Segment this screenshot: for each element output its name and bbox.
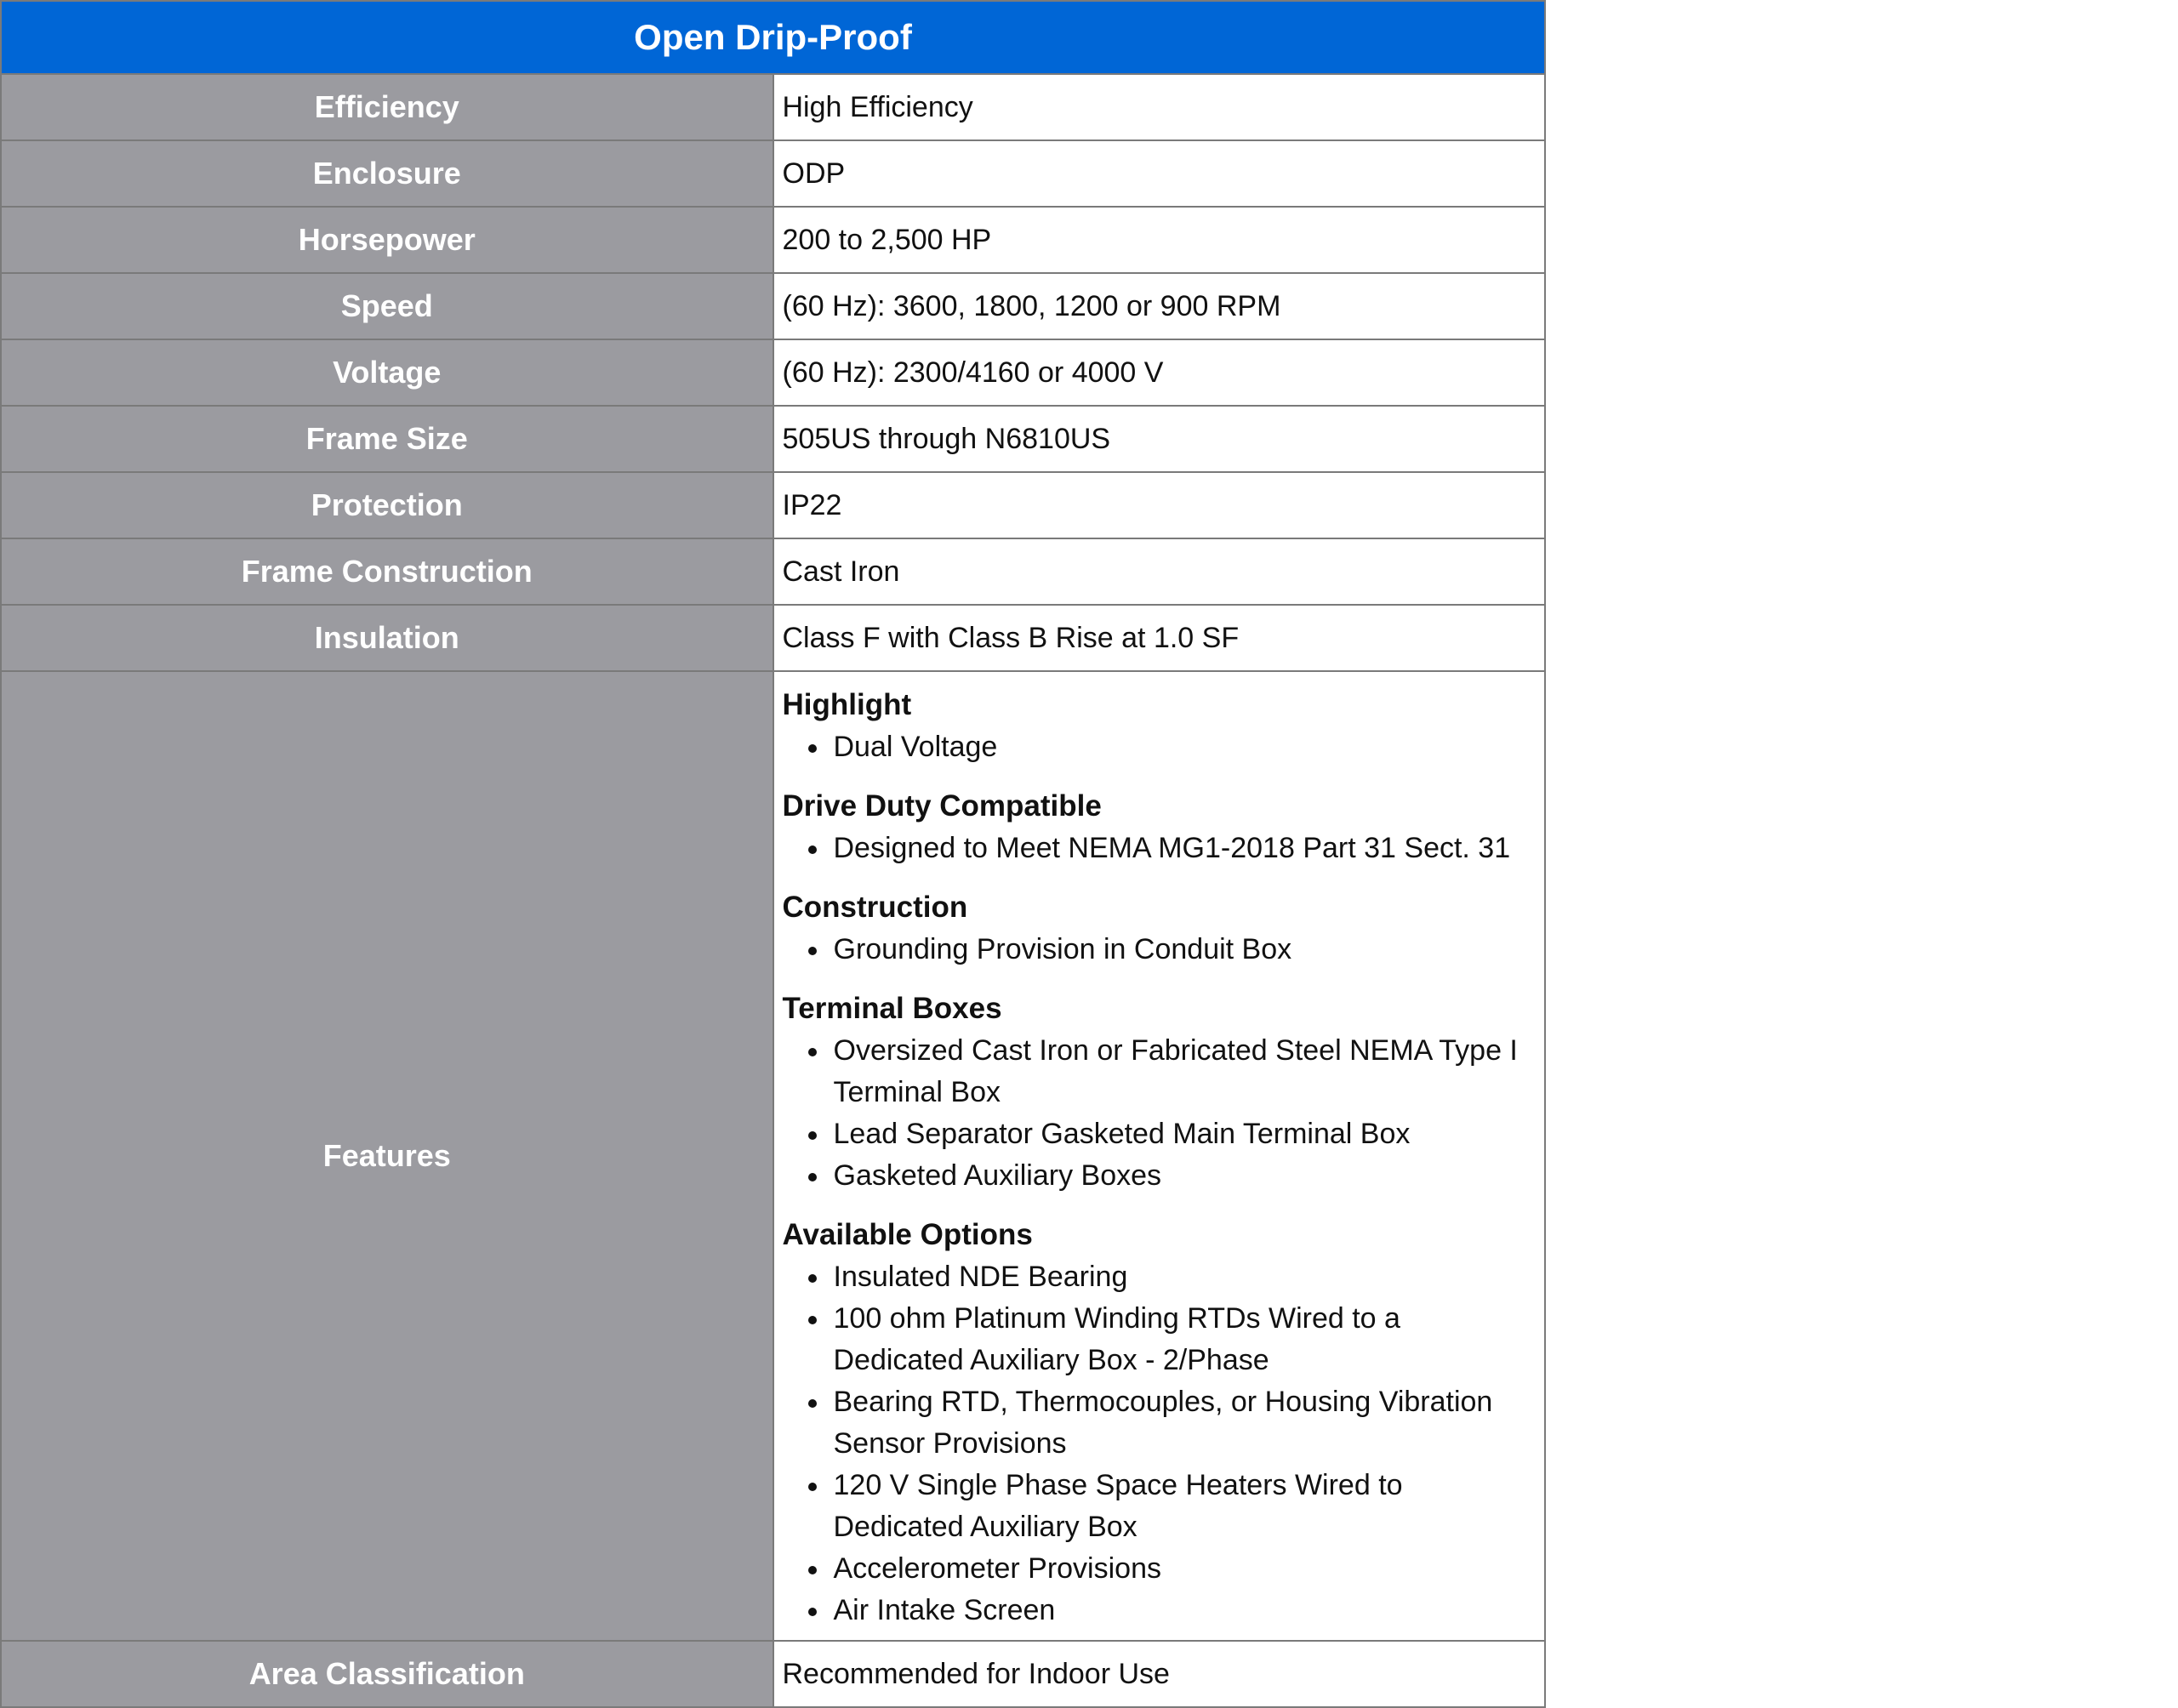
- spec-label: Area Classification: [1, 1641, 773, 1707]
- spec-label: Frame Size: [1, 406, 773, 472]
- feature-item: Grounding Provision in Conduit Box: [783, 929, 1537, 971]
- feature-item: Bearing RTD, Thermocouples, or Housing Vibration Sensor Provisions: [783, 1381, 1537, 1465]
- feature-list: [783, 1256, 1537, 1631]
- spec-value: (60 Hz): 2300/4160 or 4000 V: [773, 339, 1546, 406]
- features-content: [773, 671, 1546, 1641]
- spec-value: High Efficiency: [773, 74, 1546, 140]
- feature-item: Lead Separator Gasketed Main Terminal Box: [783, 1113, 1537, 1155]
- spec-value: (60 Hz): 3600, 1800, 1200 or 900 RPM: [773, 273, 1546, 339]
- feature-list: [783, 828, 1537, 869]
- feature-item: Insulated NDE Bearing: [783, 1256, 1537, 1298]
- spec-row-efficiency: [1, 74, 1545, 140]
- spec-label: Horsepower: [1, 207, 773, 273]
- feature-item: 100 ohm Platinum Winding RTDs Wired to a Dedicated Auxiliary Box - 2/Phase: [783, 1298, 1537, 1381]
- spec-row-area-classification: [1, 1641, 1545, 1707]
- feature-item: Designed to Meet NEMA MG1-2018 Part 31 Sect. 31: [783, 828, 1537, 869]
- feature-item: 120 V Single Phase Space Heaters Wired to Dedicated Auxiliary Box: [783, 1465, 1537, 1548]
- feature-item: Dual Voltage: [783, 726, 1537, 768]
- feature-group-drive-duty: [783, 785, 1537, 869]
- spec-label: Efficiency: [1, 74, 773, 140]
- feature-group-construction: [783, 886, 1537, 971]
- spec-value: ODP: [773, 140, 1546, 207]
- feature-group-highlight: [783, 684, 1537, 768]
- spec-value: Recommended for Indoor Use: [773, 1641, 1546, 1707]
- feature-heading: Highlight: [782, 688, 912, 721]
- spec-row-horsepower: [1, 207, 1545, 273]
- feature-item: Accelerometer Provisions: [783, 1548, 1537, 1590]
- feature-heading: Terminal Boxes: [782, 992, 1002, 1025]
- feature-item: Oversized Cast Iron or Fabricated Steel NEMA Type I Terminal Box: [783, 1030, 1537, 1113]
- feature-list: [783, 929, 1537, 971]
- feature-heading: Drive Duty Compatible: [782, 789, 1102, 823]
- feature-heading: Available Options: [782, 1218, 1033, 1251]
- spec-row-speed: [1, 273, 1545, 339]
- spec-row-protection: [1, 472, 1545, 538]
- spec-label: Voltage: [1, 339, 773, 406]
- feature-list: [783, 726, 1537, 768]
- features-label: Features: [1, 671, 773, 1641]
- spec-row-enclosure: [1, 140, 1545, 207]
- spec-label: Enclosure: [1, 140, 773, 207]
- spec-value: 200 to 2,500 HP: [773, 207, 1546, 273]
- spec-row-voltage: [1, 339, 1545, 406]
- spec-value: Cast Iron: [773, 538, 1546, 605]
- spec-value: 505US through N6810US: [773, 406, 1546, 472]
- spec-row-frame-construction: [1, 538, 1545, 605]
- table-title: Open Drip-Proof: [1, 1, 1545, 74]
- spec-label: Frame Construction: [1, 538, 773, 605]
- feature-item: Gasketed Auxiliary Boxes: [783, 1155, 1537, 1197]
- feature-item: Air Intake Screen: [783, 1590, 1537, 1631]
- feature-heading: Construction: [782, 891, 968, 924]
- feature-group-available-options: [783, 1214, 1537, 1631]
- feature-list: [783, 1030, 1537, 1197]
- spec-row-frame-size: [1, 406, 1545, 472]
- spec-value: IP22: [773, 472, 1546, 538]
- spec-row-features: [1, 671, 1545, 1641]
- spec-label: Speed: [1, 273, 773, 339]
- spec-table-body: [1, 1, 1545, 1707]
- spec-label: Protection: [1, 472, 773, 538]
- title-row: [1, 1, 1545, 74]
- spec-label: Insulation: [1, 605, 773, 671]
- spec-value: Class F with Class B Rise at 1.0 SF: [773, 605, 1546, 671]
- spec-row-insulation: [1, 605, 1545, 671]
- feature-group-terminal-boxes: [783, 988, 1537, 1197]
